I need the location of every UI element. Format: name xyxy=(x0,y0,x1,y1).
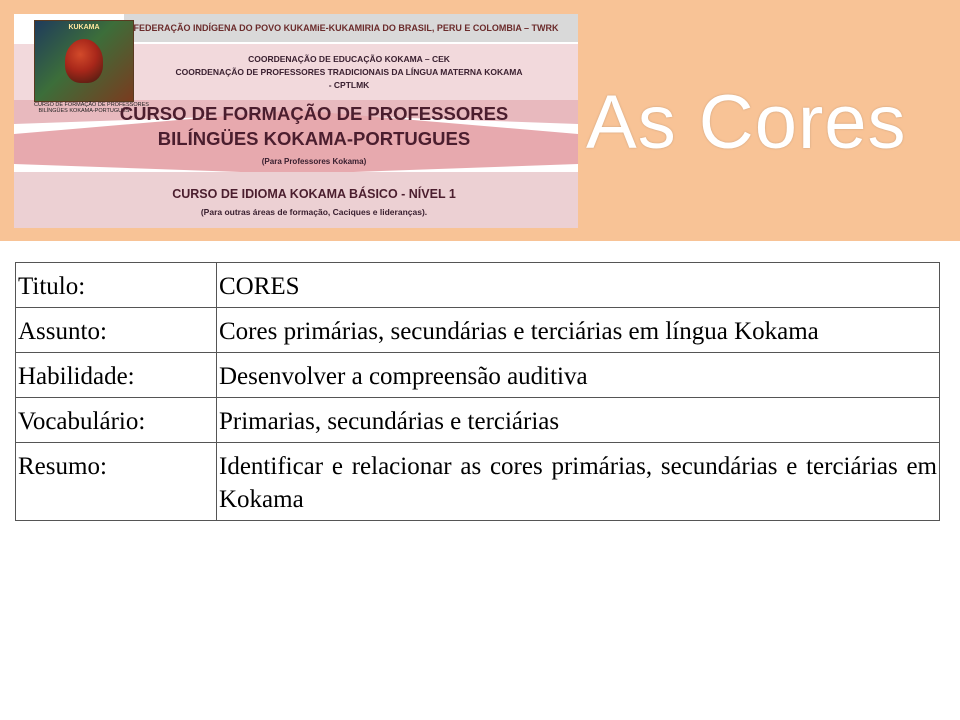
row-label: Resumo: xyxy=(16,443,217,521)
row-value: Desenvolver a compreensão auditiva xyxy=(217,353,940,398)
course-banner xyxy=(14,14,578,228)
row-value: Primarias, secundárias e terciárias xyxy=(217,398,940,443)
course-title-line-1: CURSO DE FORMAÇÃO DE PROFESSORES xyxy=(119,103,509,124)
course-title-line-2: BILÍNGÜES KOKAMA-PORTUGUES xyxy=(157,128,471,149)
row-label: Titulo: xyxy=(16,263,217,308)
table-row xyxy=(16,263,940,308)
language-course-title: CURSO DE IDIOMA KOKAMA BÁSICO - NÍVEL 1 xyxy=(172,187,456,201)
slide-title: As Cores xyxy=(586,80,907,165)
federation-name: FEDERAÇÃO INDÍGENA DO POVO KUKAMiE-KUKAMIRIA DO BRASIL, PERU E COLOMBIA – TWRK xyxy=(133,23,559,33)
row-value: Cores primárias, secundárias e terciárias em língua Kokama xyxy=(217,308,940,353)
coordination-line-2: COORDENAÇÃO DE PROFESSORES TRADICIONAIS DA LÍNGUA MATERNA KOKAMA xyxy=(175,67,523,77)
coordination-line-3: - CPTLMK xyxy=(328,80,370,90)
bird-emblem xyxy=(65,39,103,83)
course-note: (Para Professores Kokama) xyxy=(261,157,367,166)
table-row xyxy=(16,443,940,521)
logo-caption-line: BILÍNGÜES KOKAMA-PORTUGUÊS xyxy=(38,108,130,114)
row-label: Vocabulário: xyxy=(16,398,217,443)
language-course-note: (Para outras áreas de formação, Caciques e lideranças). xyxy=(200,207,428,217)
coordination-line-1: COORDENAÇÃO DE EDUCAÇÃO KOKAMA – CEK xyxy=(248,54,450,64)
table-row xyxy=(16,353,940,398)
row-value: Identificar e relacionar as cores primárias, secundárias e terciárias em Kokama xyxy=(217,443,940,521)
logo-title: KUKAMA xyxy=(68,24,100,31)
row-label: Habilidade: xyxy=(16,353,217,398)
logo-caption-line: CURSO DE FORMAÇÃO DE PROFESSORES xyxy=(34,102,149,108)
table-row xyxy=(16,308,940,353)
row-label: Assunto: xyxy=(16,308,217,353)
logo xyxy=(34,20,134,102)
lesson-info-table xyxy=(15,262,940,521)
row-value: CORES xyxy=(217,263,940,308)
table-row xyxy=(16,398,940,443)
